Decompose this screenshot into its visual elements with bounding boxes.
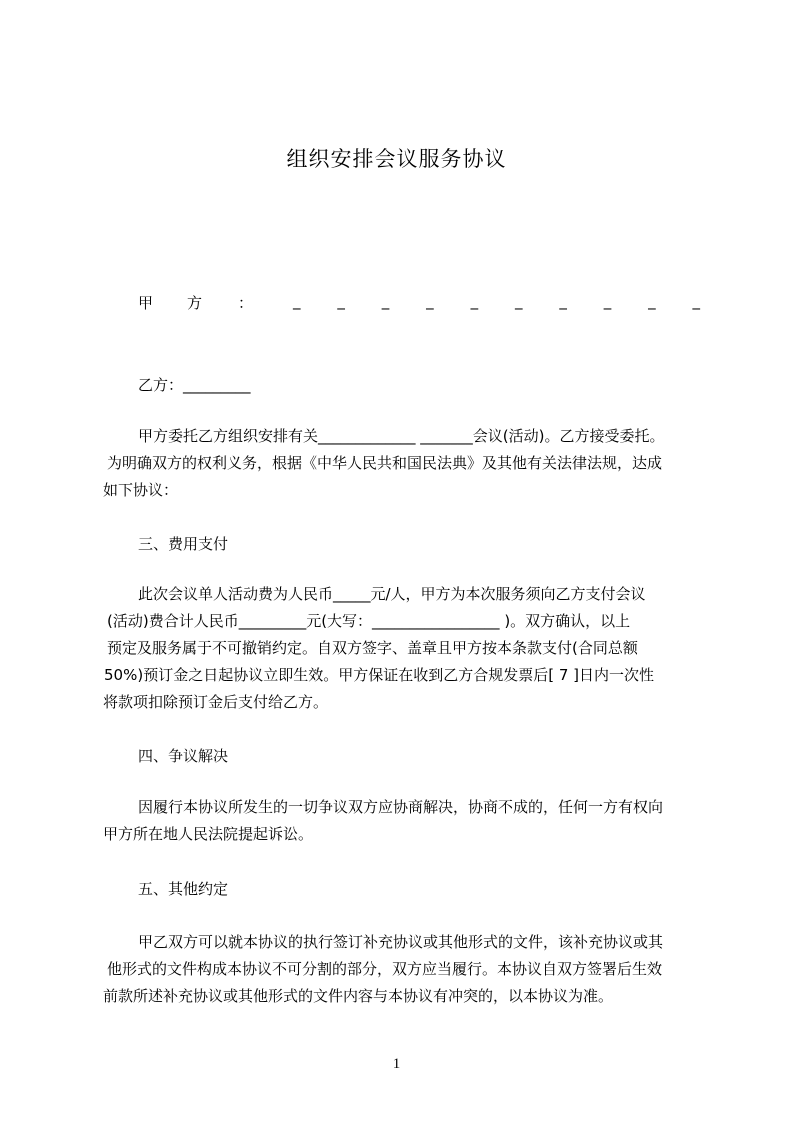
blank-segment: _ [470,292,479,310]
party-b-label: 乙方：_________ [138,376,251,394]
section-4-line-1: 因履行本协议所发生的一切争议双方应协商解决，协商不成的，任何一方有权向 [138,798,664,816]
section-5-heading: 五、其他约定 [138,880,229,898]
intro-line-2: 为明确双方的权利义务，根据《中华人民共和国民法典》及其他有关法律法规，达成 [107,454,663,472]
section-4-heading: 四、争议解决 [138,747,229,765]
blank-segment: _ [692,292,701,310]
section-4-line-2: 甲方所在地人民法院提起诉讼。 [103,825,314,843]
section-3-line-4: 50%)预订金之日起协议立即生效。甲方保证在收到乙方合规发票后[ 7 ]日内一次性 [104,666,654,684]
page-number: 1 [392,1056,401,1072]
section-3-line-5: 将款项扣除预订金后支付给乙方。 [103,693,329,711]
party-a-label [138,292,253,313]
intro-line-1: 甲方委托乙方组织安排有关_____________ _______会议(活动)。乙方接受委托。 [138,427,665,445]
blank-segment: _ [514,292,523,310]
blank-segment: _ [426,292,434,310]
party-a-colon: ： [238,294,254,312]
party-a-char-1: 甲 [138,294,154,312]
party-a-blank-line [293,292,737,310]
blank-segment: _ [293,292,301,310]
section-5-line-2: 他形式的文件构成本协议不可分割的部分，双方应当履行。本协议自双方签署后生效 [107,960,663,978]
document-title: 组织安排会议服务协议 [286,147,507,171]
blank-segment: _ [559,292,567,310]
blank-segment: _ [337,292,345,310]
section-3-line-2: (活动)费合计人民币_________元(大写：_________________ )。双方确认，以上 [107,612,631,630]
blank-segment: _ [381,292,390,310]
blank-segment: _ [648,292,656,310]
section-5-line-1: 甲乙双方可以就本协议的执行签订补充协议或其他形式的文件，该补充协议或其 [138,933,664,951]
section-3-line-1: 此次会议单人活动费为人民币_____元/人，甲方为本次服务须向乙方支付会议 [138,585,646,603]
blank-segment: _ [603,292,612,310]
section-3-line-3: 预定及服务属于不可撤销约定。自双方签字、盖章且甲方按本条款支付(合同总额 [107,639,638,657]
section-5-line-3: 前款所述补充协议或其他形式的文件内容与本协议有冲突的，以本协议为准。 [103,987,614,1005]
intro-line-3: 如下协议： [103,481,179,499]
party-a-char-2: 方 [187,294,203,312]
section-3-heading: 三、费用支付 [138,535,229,553]
